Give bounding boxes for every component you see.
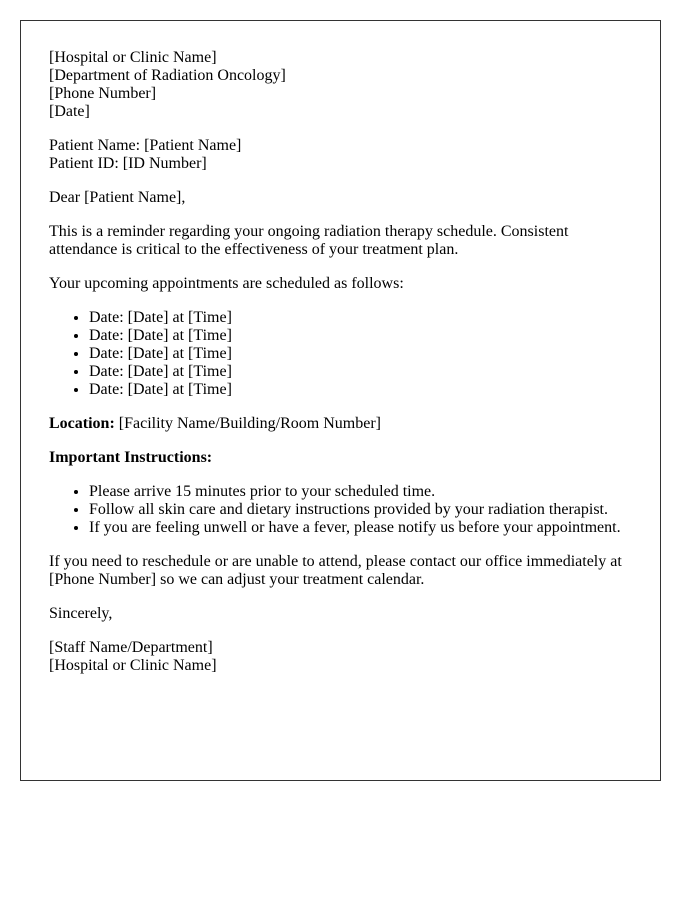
appointments-list xyxy=(49,309,632,399)
hospital-name: [Hospital or Clinic Name] xyxy=(49,49,217,66)
signature xyxy=(49,639,632,675)
salutation: Dear [Patient Name], xyxy=(49,189,186,206)
appointment-item: • Date: [Date] at [Time] xyxy=(89,381,632,399)
location-label: Location: xyxy=(49,415,115,432)
instructions-heading-text: Important Instructions: xyxy=(49,449,213,466)
patient-id: Patient ID: [ID Number] xyxy=(49,155,207,172)
appointment-item: • Date: [Date] at [Time] xyxy=(89,345,632,363)
appointment-item: • Date: [Date] at [Time] xyxy=(89,327,632,345)
contact-paragraph: If you need to reschedule or are unable to attend, please contact our office immediately at [Phone Number] so we can adjust your treatment calendar. xyxy=(49,553,622,588)
letter-date: [Date] xyxy=(49,103,90,120)
closing: Sincerely, xyxy=(49,605,113,622)
instructions-heading xyxy=(49,449,632,467)
location xyxy=(49,415,632,433)
signature-hospital: [Hospital or Clinic Name] xyxy=(49,657,217,674)
location-value: [Facility Name/Building/Room Number] xyxy=(114,415,381,432)
instruction-item: • Please arrive 15 minutes prior to your scheduled time. xyxy=(89,483,632,501)
patient-name: Patient Name: [Patient Name] xyxy=(49,137,242,154)
patient-info xyxy=(49,137,632,173)
signature-staff: [Staff Name/Department] xyxy=(49,639,213,656)
letter-header xyxy=(49,49,632,121)
intro-paragraph: This is a reminder regarding your ongoing radiation therapy schedule. Consistent attendance is critical to the effectiveness of your treatment plan. xyxy=(49,223,569,258)
letter xyxy=(20,20,661,781)
instruction-item: • Follow all skin care and dietary instructions provided by your radiation therapist. xyxy=(89,501,632,519)
phone-number: [Phone Number] xyxy=(49,85,157,102)
department-name: [Department of Radiation Oncology] xyxy=(49,67,286,84)
appointment-item: • Date: [Date] at [Time] xyxy=(89,309,632,327)
instruction-item: • If you are feeling unwell or have a fever, please notify us before your appointment. xyxy=(89,519,632,537)
appointment-item: • Date: [Date] at [Time] xyxy=(89,363,632,381)
instructions-list xyxy=(49,483,632,537)
appointments-intro: Your upcoming appointments are scheduled as follows: xyxy=(49,275,404,292)
